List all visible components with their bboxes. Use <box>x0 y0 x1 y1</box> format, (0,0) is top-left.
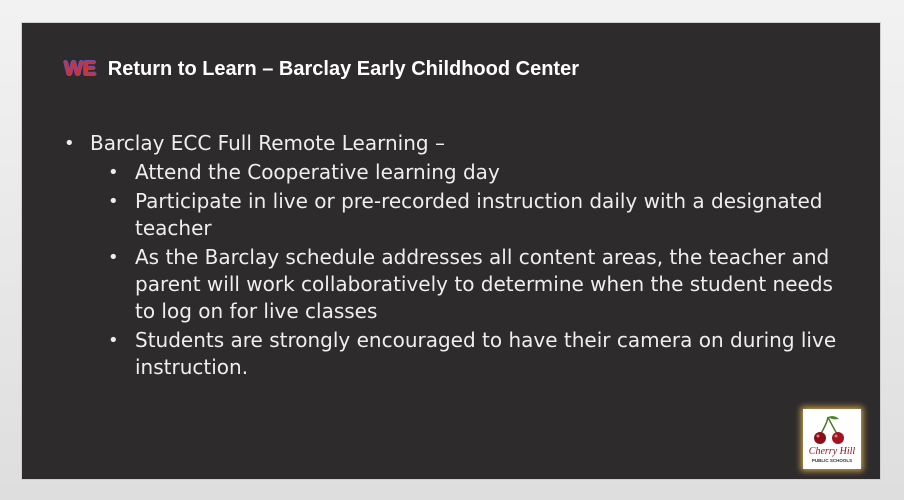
slide-title-text: Return to Learn – Barclay Early Childhood Center <box>107 58 579 80</box>
sub-bullet-text: As the Barclay schedule addresses all content areas, the teacher and parent will work collaboratively to determine when the student needs to log on for live classes <box>135 245 833 323</box>
bullet-item <box>64 130 844 157</box>
bullet-icon: • <box>108 247 119 268</box>
sub-bullet-item <box>108 159 844 186</box>
sub-bullet-text: Students are strongly encouraged to have their camera on during live instruction. <box>135 328 837 379</box>
sub-bullet-text: Attend the Cooperative learning day <box>135 160 500 184</box>
bullet-icon: • <box>108 162 119 183</box>
sub-bullet-list <box>108 159 844 381</box>
cherry-hill-logo <box>803 409 861 469</box>
slide <box>22 23 880 479</box>
bullet-icon: • <box>108 330 119 351</box>
bullet-icon: • <box>108 191 119 212</box>
sub-bullet-text: Participate in live or pre-recorded instruction daily with a designated teacher <box>135 189 823 240</box>
sub-bullet-item <box>108 327 844 381</box>
cherry-icon <box>803 409 861 469</box>
bullet-icon: • <box>64 133 75 154</box>
sub-bullet-item <box>108 188 844 242</box>
logo-line2: PUBLIC SCHOOLS <box>811 458 853 463</box>
logo-line1: Cherry Hill <box>808 446 856 457</box>
slide-title <box>64 58 579 81</box>
bullet-text: Barclay ECC Full Remote Learning – <box>90 131 445 155</box>
sub-bullet-item <box>108 244 844 325</box>
slide-body <box>64 130 844 383</box>
we-logo-text: WE <box>64 58 97 80</box>
